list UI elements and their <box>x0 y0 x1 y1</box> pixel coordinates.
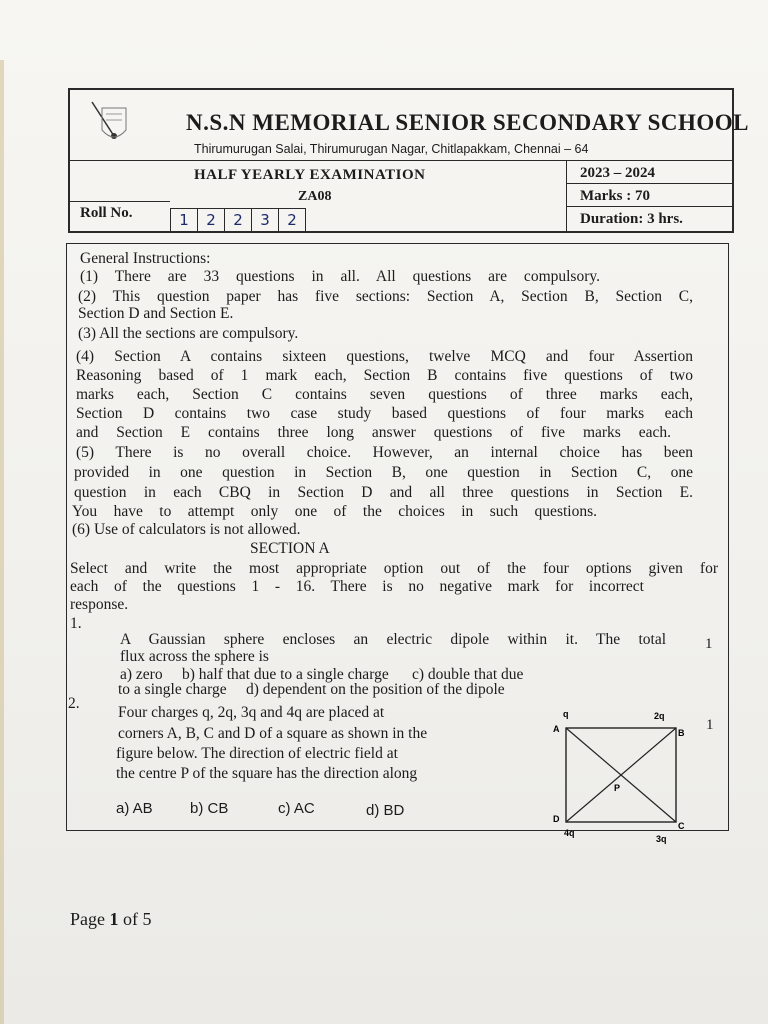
roll-digit: 2 <box>197 208 224 232</box>
header-divider <box>566 160 567 231</box>
roll-digit: 2 <box>278 208 306 232</box>
exam-title: HALF YEARLY EXAMINATION <box>194 167 426 183</box>
question-text: the centre P of the square has the direction along <box>116 765 418 782</box>
charge-d-label: 4q <box>564 828 575 838</box>
question-text: Four charges q, 2q, 3q and 4q are placed at <box>118 704 385 721</box>
section-a-title: SECTION A <box>250 540 330 557</box>
charge-b-label: 2q <box>654 711 665 721</box>
instruction-line: (4) Section A contains sixteen questions, twelve MCQ and four Assertion <box>76 348 693 365</box>
instruction-line: and Section E contains three long answer questions of five marks each. <box>76 424 671 441</box>
instruction-line: Section D contains two case study based questions of four marks each <box>76 405 693 422</box>
roll-digit: 3 <box>251 208 278 232</box>
option-d: d) BD <box>366 802 405 819</box>
section-a-intro: each of the questions 1 - 16. There is no negative mark for incorrect <box>70 578 644 595</box>
instruction-line: marks each, Section C contains seven questions of three marks each, <box>76 386 693 403</box>
page-edge-shadow <box>0 60 4 1024</box>
charge-c-label: 3q <box>656 834 667 844</box>
charges-square-figure <box>550 708 700 848</box>
centre-p-label: P <box>614 783 621 793</box>
instruction-line: Section D and Section E. <box>78 305 234 322</box>
instruction-line: (2) This question paper has five sections: Section A, Section B, Section C, <box>78 288 693 305</box>
instruction-line: (5) There is no overall choice. However, an internal choice has been <box>76 444 693 461</box>
footer-page-number: 1 <box>109 909 119 929</box>
question-number: 2. <box>68 695 80 712</box>
question-text: flux across the sphere is <box>120 648 269 665</box>
exam-duration: Duration: 3 hrs. <box>580 211 683 227</box>
roll-number-boxes <box>170 208 306 232</box>
section-a-intro: response. <box>70 596 129 613</box>
question-mark: 1 <box>705 636 713 652</box>
header-divider <box>566 183 732 184</box>
header-divider <box>70 201 170 202</box>
instruction-line: (3) All the sections are compulsory. <box>78 325 299 342</box>
corner-b-label: B <box>678 728 685 738</box>
option-c: c) AC <box>278 800 315 817</box>
instruction-line: question in each CBQ in Section D and all three questions in Section E. <box>74 484 693 501</box>
instruction-line: You have to attempt only one of the choices in such questions. <box>72 503 597 520</box>
instruction-line: (6) Use of calculators is not allowed. <box>72 521 301 538</box>
page-footer <box>70 909 152 930</box>
instruction-line: Reasoning based of 1 mark each, Section B contains five questions of two <box>76 367 693 384</box>
charge-a-label: q <box>563 709 569 719</box>
roll-digit: 2 <box>224 208 251 232</box>
exam-year: 2023 – 2024 <box>580 165 655 181</box>
header-divider <box>70 160 732 161</box>
corner-c-label: C <box>678 821 685 831</box>
footer-suffix: of 5 <box>118 909 152 929</box>
question-text: figure below. The direction of electric field at <box>116 745 398 762</box>
total-marks: Marks : 70 <box>580 188 650 204</box>
instruction-line: provided in one question in Section B, one question in Section C, one <box>74 464 693 481</box>
question-options: to a single charge d) dependent on the position of the dipole <box>118 681 505 698</box>
option-a: a) AB <box>116 800 153 817</box>
question-text: corners A, B, C and D of a square as shown in the <box>118 725 428 742</box>
header-divider <box>566 206 732 207</box>
question-number: 1. <box>70 615 82 632</box>
exam-header <box>68 88 750 233</box>
roll-number-label: Roll No. <box>80 205 133 221</box>
instruction-line: (1) There are 33 questions in all. All questions are compulsory. <box>80 268 600 285</box>
corner-d-label: D <box>553 814 560 824</box>
roll-digit: 1 <box>170 208 197 232</box>
school-logo-icon <box>84 100 134 148</box>
school-address: Thirumurugan Salai, Thirumurugan Nagar, Chitlapakkam, Chennai – 64 <box>194 142 589 156</box>
corner-a-label: A <box>553 724 560 734</box>
exam-code: ZA08 <box>298 189 332 204</box>
instructions-heading: General Instructions: <box>80 250 211 267</box>
question-text: A Gaussian sphere encloses an electric dipole within it. The total <box>120 631 666 648</box>
question-options: a) zero b) half that due to a single charge c) double that due <box>120 666 524 683</box>
section-a-intro: Select and write the most appropriate option out of the four options given for <box>70 560 718 577</box>
option-b: b) CB <box>190 800 229 817</box>
question-mark: 1 <box>706 717 714 733</box>
school-name: N.S.N MEMORIAL SENIOR SECONDARY SCHOOL <box>186 110 750 135</box>
footer-prefix: Page <box>70 909 110 929</box>
